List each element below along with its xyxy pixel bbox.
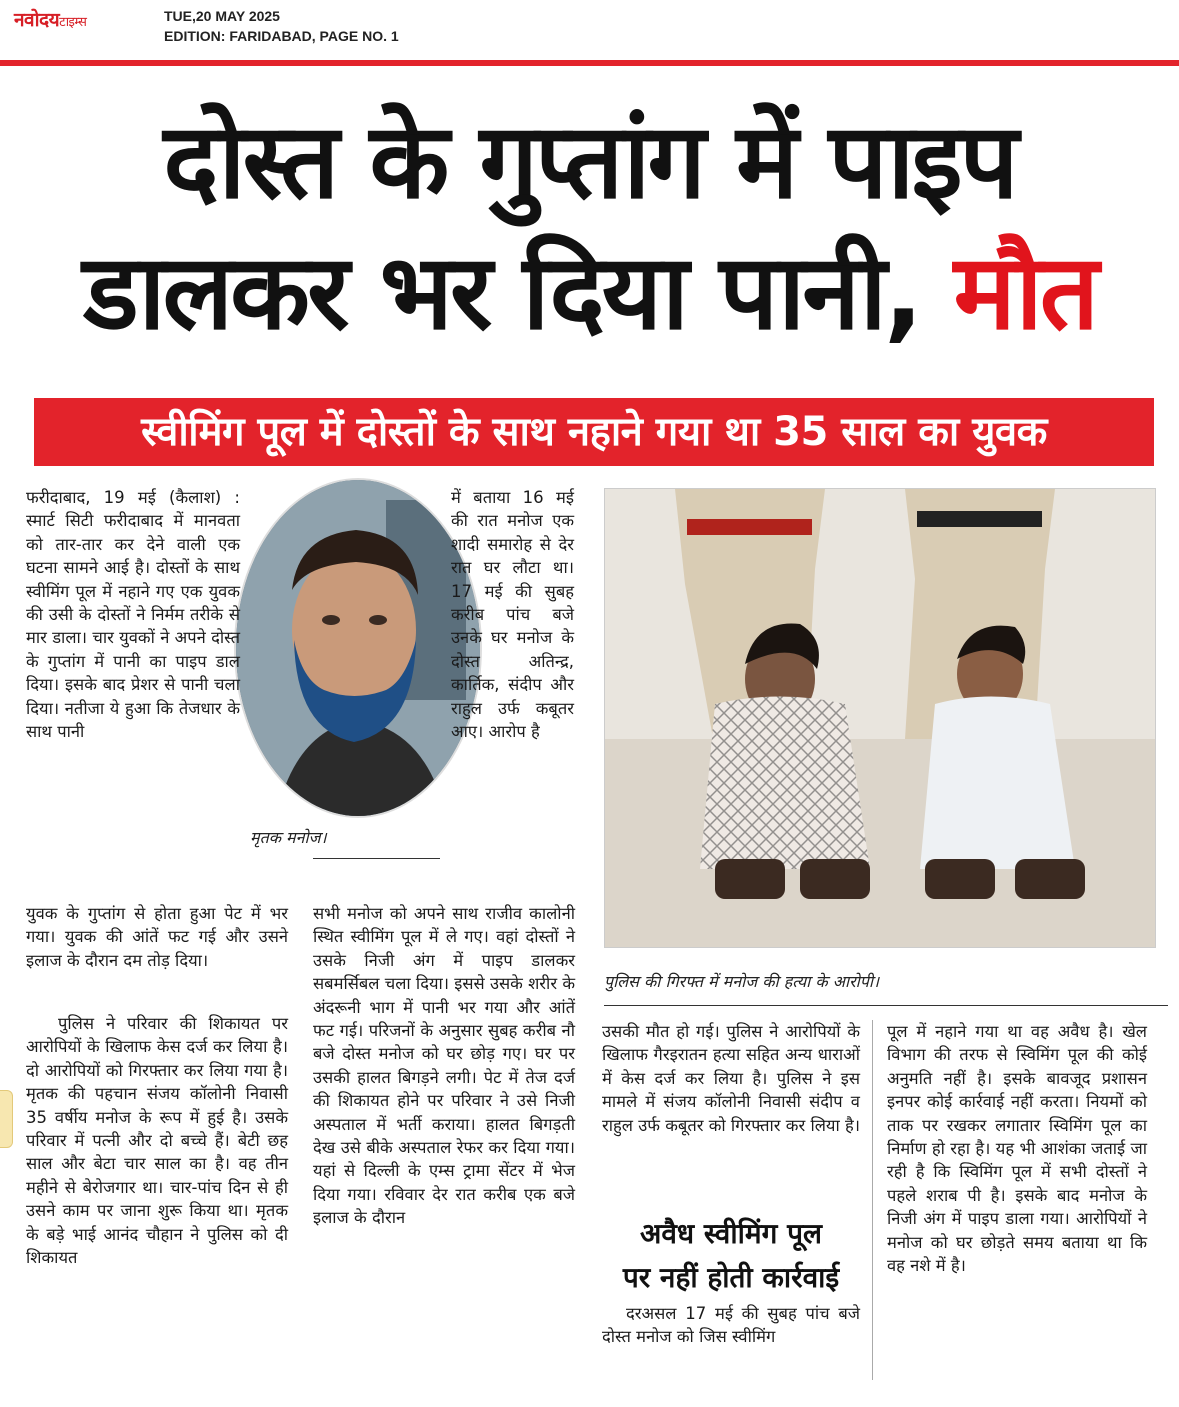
logo-sub: टाइम्स [59,15,87,30]
article-col1-top: फरीदाबाद, 19 मई (कैलाश) : स्मार्ट सिटी फरीदाबाद में मानवता को तार-तार कर देने वाली एक घटना सामने आई है। दोस्तों के साथ स्वीमिंग पूल में नहाने गए एक युवक की उसी के दोस्तों ने निर्मम तरीके से मार डाला। चार युवकों ने अपने दोस्त के गुप्तांग में पानी का पाइप डाल दिया। इसके बाद प्रेशर से पानी चला दिया। नतीजा ये हुआ कि तेजधार के साथ पानी [26,488,240,742]
portrait-illustration [236,480,480,816]
dateline [164,6,399,46]
subhead-line-2: पर नहीं होती कार्रवाई [622,1261,840,1294]
issue-date: TUE,20 MAY 2025 [164,8,280,24]
headline-line-2-text: डालकर भर दिया पानी, [83,231,954,353]
headline-line-2 [0,231,1179,353]
page-edge-decoration [0,1090,13,1148]
newspaper-logo [14,6,86,32]
accused-photo [604,488,1156,948]
article-col1-bottom: पुलिस ने परिवार की शिकायत पर आरोपियों के खिलाफ केस दर्ज कर लिया है। दो आरोपियों को गिरफ्तार कर लिया गया है। मृतक की पहचान संजय कॉलोनी निवासी 35 वर्षीय मनोज के रूप में हुई है। उसके परिवार में पत्नी और दो बच्चे हैं। बेटी छह साल और बेटा चार साल का है। वह तीन महीने से बेरोजगार था। चार-पांच दिन से ही उसने काम पर जाना शुरू किया था। मृतक के बड़े भाई आनंद चौहान ने पुलिस को दी शिकायत [26,1014,288,1268]
headline-line-1: दोस्त के गुप्तांग में पाइप [163,100,1016,222]
article-col1-mid: युवक के गुप्तांग से होता हुआ पेट में भर गया। युवक की आंतें फट गई और उसने इलाज के दौरान दम तोड़ दिया। [26,904,288,970]
article-col3-bottom: दरअसल 17 मई की सुबह पांच बजे दोस्त मनोज को जिस स्वीमिंग [602,1304,860,1347]
headline-highlight: मौत [953,231,1096,353]
subhead-line-1: अवैध स्वीमिंग पूल [639,1217,823,1250]
photo-rule [604,1005,1168,1006]
caption-rule [313,858,440,859]
article-col2-top: में बताया 16 मई की रात मनोज एक शादी समारोह से देर रात घर लौटा था। 17 मई की सुबह करीब पांच बजे उनके घर मनोज के दोस्त अतिन्द्र, कार्तिक, संदीप और राहुल उर्फ कबूतर आए। आरोप है [451,488,574,742]
article-col2-bottom: सभी मनोज को अपने साथ राजीव कालोनी स्थित स्वीमिंग पूल में ले गए। वहां दोस्तों ने उसके निजी अंग में पाइप डालकर सबमर्सिबल चला दिया। इससे उसके शरीर के अंदरूनी भाग में पानी भर गया और आंतें फट गई। परिजनों के अनुसार सुबह करीब नौ बजे दोस्त मनोज को घर छोड़ गए। घर पर उसकी हालत बिगड़ने लगी। पेट में तेज दर्ज की शिकायत होने पर परिवार ने उसे निजी अस्पताल में भर्ती कराया। हालत बिगड़ती देख उसे बीके अस्पताल रेफर कर दिया गया। यहां से दिल्ली के एम्स ट्रामा सेंटर में भेज दिया गया। रविवार देर रात करीब एक बजे इलाज के दौरान [313,904,575,1228]
portrait-caption: मृतक मनोज। [250,828,327,847]
article-col4: पूल में नहाने गया था वह अवैध है। खेल विभाग की तरफ से स्विमिंग पूल की कोई अनुमति नहीं है। इसके बावजूद प्रशासन इनपर कोई कार्रवाई नहीं करता। नियमों को ताक पर रखकर लगातार स्विमिंग पूल का निर्माण हो रहा है। यह भी आशंका जताई जा रही है कि स्विमिंग पूल में सभी दोस्तों ने पहले शराब पी है। इसके बाद मनोज के निजी अंग में पाइप डाला गया। आरोपियों ने मनोज को घर छोड़ते समय बताया था कि वह नशे में है। [887,1022,1147,1276]
top-divider [0,60,1179,66]
victim-portrait [234,478,482,818]
edition-info: EDITION: FARIDABAD, PAGE NO. 1 [164,28,399,44]
photo-caption: पुलिस की गिरफ्त में मनोज की हत्या के आरोपी। [604,972,880,991]
article-col3-top: उसकी मौत हो गई। पुलिस ने आरोपियों के खिलाफ गैरइरातन हत्या सहित अन्य धाराओं में केस दर्ज कर लिया है। पुलिस ने इस मामले में संजय कॉलोनी निवासी संदीप व राहुल उर्फ कबूतर को गिरफ्तार कर लिया है। [602,1022,861,1135]
subheadline-banner: स्वीमिंग पूल में दोस्तों के साथ नहाने गया था 35 साल का युवक [34,398,1154,466]
logo-main: नवोदय [14,9,60,31]
section-subhead [596,1212,866,1300]
column-rule [872,1020,873,1380]
accused-photo-illustration [605,489,1155,947]
